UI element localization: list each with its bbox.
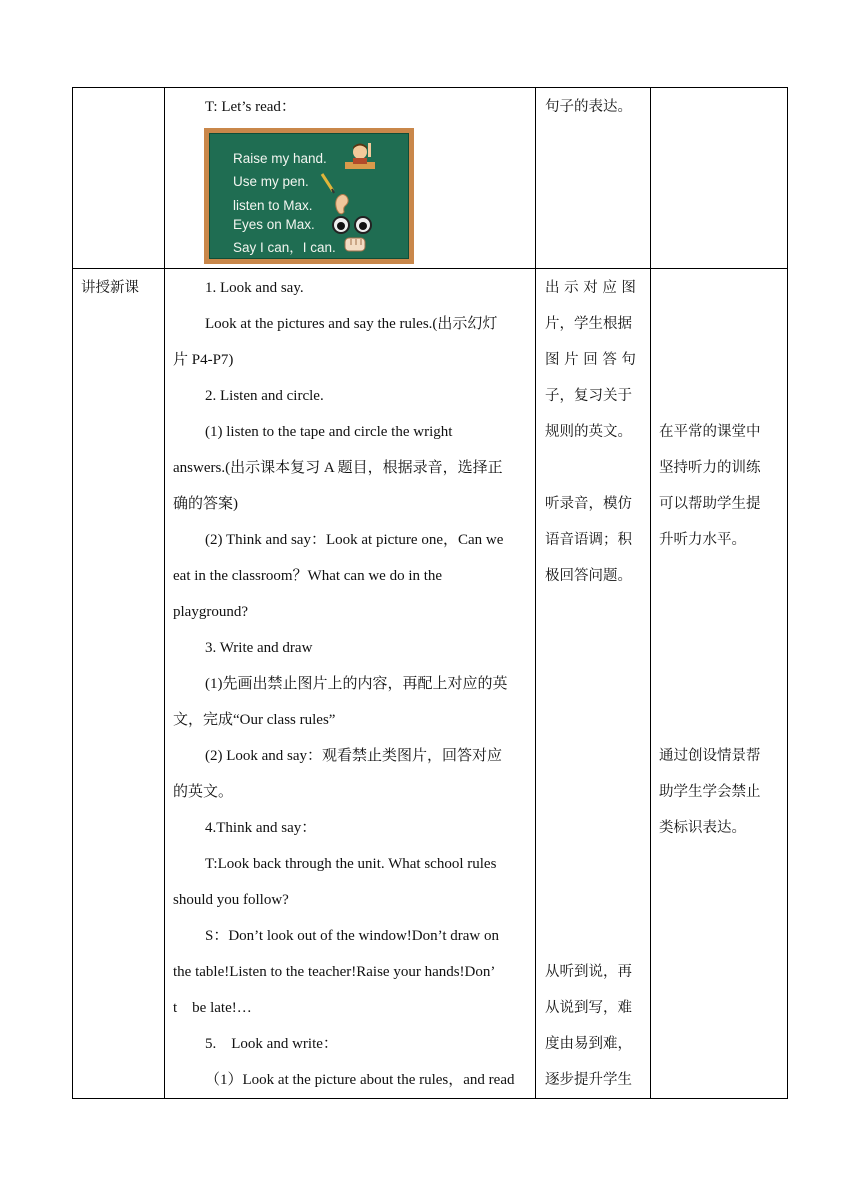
activity-line: 规则的英文。 [545, 424, 632, 440]
chalkboard-surface [209, 133, 409, 259]
row1-method-note: 句子的表达。 [545, 99, 632, 115]
step-line: 1. Look and say. [205, 280, 304, 296]
pen-icon [318, 172, 338, 194]
board-line: Eyes on Max. [233, 217, 315, 232]
step-line: (1) listen to the tape and circle the wright [205, 424, 453, 440]
step-line: （1）Look at the picture about the rules，and read [205, 1072, 515, 1088]
activity-line: 语音语调；积 [545, 532, 632, 548]
fist-icon [342, 235, 368, 253]
ear-icon [332, 192, 352, 216]
step-line: (1)先画出禁止图片上的内容，再配上对应的英 [205, 676, 508, 692]
activity-line: 极回答问题。 [545, 568, 632, 584]
activity-line: 从说到写，难 [545, 1000, 632, 1016]
board-line: Raise my hand. [233, 151, 327, 166]
step-line: the table!Listen to the teacher!Raise your hands!Don’ [173, 964, 496, 980]
board-line: listen to Max. [233, 198, 313, 213]
table-column-divider [535, 87, 536, 1099]
board-line: Say I can，I can. [233, 240, 336, 255]
table-border-right [787, 87, 788, 1099]
step-line: S：Don’t look out of the window!Don’t draw on [205, 928, 500, 944]
activity-line: 逐步提升学生 [545, 1072, 632, 1088]
table-column-divider [164, 87, 165, 1099]
board-line: Use my pen. [233, 174, 309, 189]
table-border-bottom [72, 1098, 788, 1099]
table-column-divider [650, 87, 651, 1099]
intent-line: 升听力水平。 [659, 532, 746, 548]
step-line: 4.Think and say： [205, 820, 317, 836]
step-line: (2) Look and say：观看禁止类图片，回答对应 [205, 748, 503, 764]
table-border-top [72, 87, 788, 88]
table-border-left [72, 87, 73, 1099]
step-line: answers.(出示课本复习 A 题目，根据录音，选择正 [173, 460, 503, 476]
activity-line: 听录音，模仿 [545, 496, 632, 512]
activity-line: 片，学生根据 [545, 316, 632, 332]
step-line: 2. Listen and circle. [205, 388, 324, 404]
intent-line: 助学生学会禁止 [659, 784, 761, 800]
step-line: 文，完成“Our class rules” [173, 712, 336, 728]
boy-raising-hand-icon [342, 140, 378, 172]
chalkboard-image [204, 128, 414, 264]
table-row-divider [72, 268, 788, 269]
step-line: 5. Look and write： [205, 1036, 338, 1052]
step-line: playground? [173, 604, 248, 620]
step-line: 确的答案) [173, 496, 238, 512]
step-line: eat in the classroom？What can we do in the [173, 568, 443, 584]
step-line: (2) Think and say：Look at picture one，Can we [205, 532, 504, 548]
step-line: Look at the pictures and say the rules.(出示幻灯 [205, 316, 498, 332]
activity-line: 出 示 对 应 图 [545, 280, 636, 296]
activity-line: 从听到说，再 [545, 964, 632, 980]
activity-line: 度由易到难， [545, 1036, 632, 1052]
step-line: 的英文。 [173, 784, 234, 800]
intent-line: 可以帮助学生提 [659, 496, 761, 512]
stage-label: 讲授新课 [81, 280, 139, 296]
activity-line: 子，复习关于 [545, 388, 632, 404]
intent-line: 坚持听力的训练 [659, 460, 761, 476]
step-line: t be late!… [173, 1000, 252, 1016]
intent-line: 通过创设情景帮 [659, 748, 761, 764]
eyes-icon [330, 214, 376, 236]
step-line: 片 P4-P7) [173, 352, 234, 368]
step-line: should you follow? [173, 892, 289, 908]
step-line: T:Look back through the unit. What school rules [205, 856, 497, 872]
teacher-prompt: T: Let’s read： [205, 99, 296, 115]
step-line: 3. Write and draw [205, 640, 313, 656]
intent-line: 在平常的课堂中 [659, 424, 761, 440]
intent-line: 类标识表达。 [659, 820, 746, 836]
activity-line: 图 片 回 答 句 [545, 352, 636, 368]
